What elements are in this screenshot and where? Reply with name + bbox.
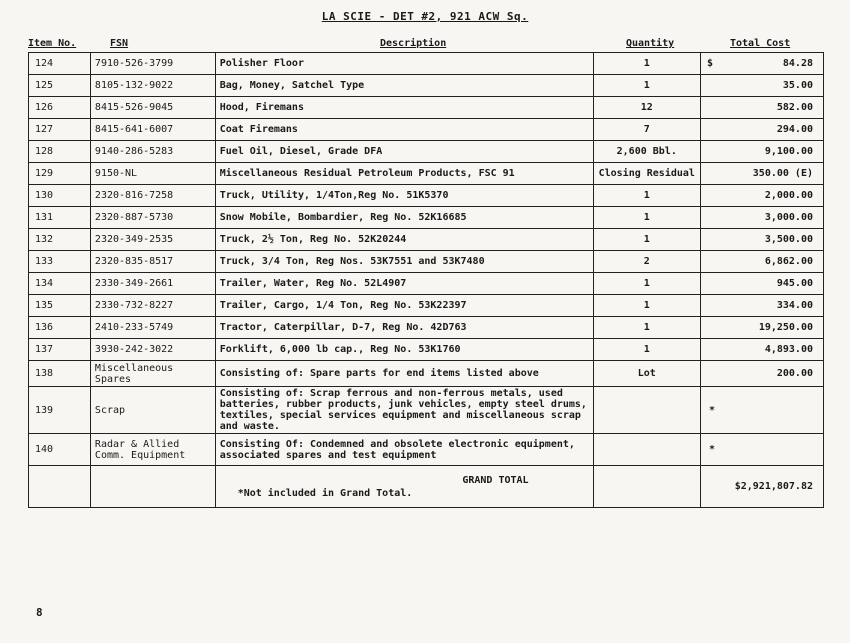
quantity-cell: 1 [593,185,700,207]
header-total-cost: Total Cost [730,38,791,49]
description-cell: Truck, Utility, 1/4Ton,Reg No. 51K5370 [215,185,593,207]
description-cell: Tractor, Caterpillar, D-7, Reg No. 42D763 [215,317,593,339]
quantity-cell: 1 [593,53,700,75]
quantity-cell: 1 [593,295,700,317]
header-quantity: Quantity [626,38,675,49]
total-cost-cell: 9,100.00 [700,141,823,163]
description-cell: Truck, 2½ Ton, Reg No. 52K20244 [215,229,593,251]
total-cost-cell: 3,500.00 [700,229,823,251]
fsn-cell: 2410-233-5749 [90,317,215,339]
item-number: 128 [29,141,91,163]
total-cost-cell: * [700,434,823,466]
quantity-cell: 2,600 Bbl. [593,141,700,163]
table-row [29,75,824,97]
total-cost-cell: 35.00 [700,75,823,97]
fsn-cell: 2320-887-5730 [90,207,215,229]
description-cell: Forklift, 6,000 lb cap., Reg No. 53K1760 [215,339,593,361]
item-number: 140 [29,434,91,466]
quantity-cell: 7 [593,119,700,141]
total-cost-cell: 582.00 [700,97,823,119]
item-number: 132 [29,229,91,251]
total-cost-cell: * [700,387,823,434]
item-number: 131 [29,207,91,229]
description-cell: Fuel Oil, Diesel, Grade DFA [215,141,593,163]
item-number: 126 [29,97,91,119]
page-number: 8 [36,606,43,619]
item-number: 125 [29,75,91,97]
quantity-cell: 12 [593,97,700,119]
item-number: 127 [29,119,91,141]
total-cost-cell: 200.00 [700,361,823,387]
item-number: 135 [29,295,91,317]
table-row [29,229,824,251]
document-title: LA SCIE - DET #2, 921 ACW Sq. [321,10,529,23]
quantity-cell: 2 [593,251,700,273]
total-cost-cell: 2,000.00 [700,185,823,207]
header-item-no: Item No. [28,38,77,49]
fsn-cell: 9140-286-5283 [90,141,215,163]
fsn-cell: 8105-132-9022 [90,75,215,97]
table-row [29,185,824,207]
table-row [29,163,824,185]
description-cell: Bag, Money, Satchel Type [215,75,593,97]
fsn-cell: 9150-NL [90,163,215,185]
total-cost-cell: 6,862.00 [700,251,823,273]
quantity-cell: 1 [593,207,700,229]
description-cell: Consisting Of: Condemned and obsolete electronic equipment, associated spares and test equipment [215,434,593,466]
fsn-cell: 8415-526-9045 [90,97,215,119]
item-number: 137 [29,339,91,361]
item-number: 139 [29,387,91,434]
description-cell: Trailer, Water, Reg No. 52L4907 [215,273,593,295]
table-row [29,387,824,434]
quantity-cell: Closing Residual [593,163,700,185]
quantity-cell: 1 [593,229,700,251]
table-row [29,434,824,466]
item-number: 138 [29,361,91,387]
description-cell: Miscellaneous Residual Petroleum Products, FSC 91 [215,163,593,185]
item-number: 130 [29,185,91,207]
inventory-table [28,52,824,508]
item-number: 124 [29,53,91,75]
header-fsn: FSN [110,38,129,49]
total-cost-cell: 4,893.00 [700,339,823,361]
grand-total-label: GRAND TOTAL [462,474,529,486]
fsn-cell: 2320-349-2535 [90,229,215,251]
table-row [29,97,824,119]
fsn-cell: 7910-526-3799 [90,53,215,75]
total-cost-cell: 945.00 [700,273,823,295]
table-row [29,361,824,387]
description-cell: Consisting of: Scrap ferrous and non-ferrous metals, used batteries, rubber products, junk vehicles, empty steel drums, textiles, special services equipment and miscellaneous scrap and waste. [215,387,593,434]
table-row [29,251,824,273]
fsn-cell: 2330-349-2661 [90,273,215,295]
table-row [29,119,824,141]
table-row [29,317,824,339]
header-description: Description [380,38,447,49]
fsn-cell: 2330-732-8227 [90,295,215,317]
description-cell: Hood, Firemans [215,97,593,119]
table-row [29,53,824,75]
table-row [29,141,824,163]
quantity-cell: 1 [593,75,700,97]
table-row [29,273,824,295]
fsn-cell: 8415-641-6007 [90,119,215,141]
description-cell: Consisting of: Spare parts for end items listed above [215,361,593,387]
total-cost-cell: 294.00 [700,119,823,141]
total-cost-cell: 334.00 [700,295,823,317]
table-row [29,339,824,361]
dollar-sign: $ [706,58,713,69]
grand-total-value: $2,921,807.82 [700,466,823,508]
fsn-cell: 2320-816-7258 [90,185,215,207]
item-number: 133 [29,251,91,273]
total-cost-cell: 350.00 (E) [700,163,823,185]
description-cell: Truck, 3/4 Ton, Reg Nos. 53K7551 and 53K7480 [215,251,593,273]
grand-total-row [29,466,824,508]
quantity-cell [593,387,700,434]
fsn-cell: 3930-242-3022 [90,339,215,361]
quantity-cell: 1 [593,339,700,361]
cost-value: 84.28 [782,58,813,69]
quantity-cell: Lot [593,361,700,387]
footnote: *Not included in Grand Total. [237,487,413,499]
quantity-cell [593,434,700,466]
item-number: 134 [29,273,91,295]
fsn-cell: 2320-835-8517 [90,251,215,273]
item-number: 129 [29,163,91,185]
description-cell: Coat Firemans [215,119,593,141]
description-cell: Polisher Floor [215,53,593,75]
quantity-cell: 1 [593,273,700,295]
total-cost-cell: 19,250.00 [700,317,823,339]
quantity-cell: 1 [593,317,700,339]
table-row [29,295,824,317]
fsn-cell: Radar & Allied Comm. Equipment [90,434,215,466]
fsn-cell: Miscellaneous Spares [90,361,215,387]
fsn-cell: Scrap [90,387,215,434]
description-cell: Trailer, Cargo, 1/4 Ton, Reg No. 53K22397 [215,295,593,317]
item-number: 136 [29,317,91,339]
table-row [29,207,824,229]
description-cell: Snow Mobile, Bombardier, Reg No. 52K16685 [215,207,593,229]
total-cost-cell [700,53,823,75]
total-cost-cell: 3,000.00 [700,207,823,229]
